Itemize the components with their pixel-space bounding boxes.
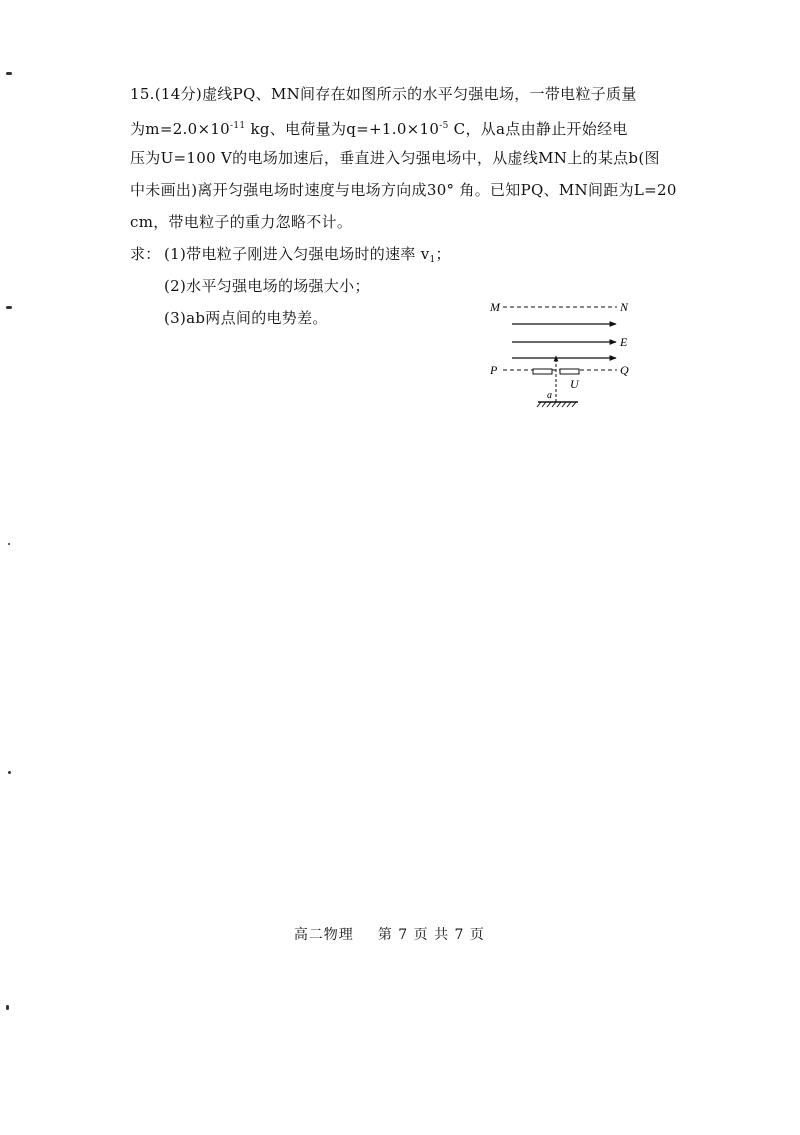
label-M: M: [490, 300, 500, 314]
label-U: U: [570, 377, 579, 391]
problem-line-5: cm，带电粒子的重力忽略不计。: [130, 213, 353, 231]
question-1: [130, 238, 675, 270]
label-a: a: [547, 390, 552, 401]
label-E: E: [620, 335, 628, 349]
charge-text: kg、电荷量为q=+1.0×10: [245, 120, 440, 138]
problem-text-2-end: C，从a点由静止开始经电: [448, 120, 628, 138]
problem-line-1: [130, 78, 675, 110]
problem-line-4: 中未画出)离开匀强电场时速度与电场方向成30° 角。已知PQ、MN间距为L=20: [130, 181, 677, 199]
label-Q: Q: [620, 363, 629, 377]
scan-speck: [6, 1005, 9, 1010]
field-diagram: [486, 294, 636, 412]
scan-speck: [8, 543, 10, 545]
footer-page-number: 第 7 页 共 7 页: [377, 927, 485, 943]
mass-text: 为m=2.0×10: [130, 120, 231, 138]
question-3: (3)ab两点间的电势差。: [164, 309, 328, 327]
problem-text-1: 虚线PQ、MN间存在如图所示的水平匀强电场，一带电粒子质量: [202, 85, 637, 103]
upper-plate-right: [560, 369, 579, 374]
charge-exponent: -5: [439, 121, 449, 131]
question-1-subscript: 1: [429, 255, 436, 265]
problem-number: 15.: [130, 85, 155, 103]
footer-subject: 高二物理: [293, 927, 354, 943]
scan-speck: [8, 771, 11, 774]
label-P: P: [490, 363, 498, 377]
ask-label: 求：: [130, 245, 161, 263]
problem-line-3: 压为U=100 V的电场加速后，垂直进入匀强电场中，从虚线MN上的某点b(图: [130, 149, 660, 167]
mass-exponent: -11: [230, 121, 246, 131]
question-2: (2)水平匀强电场的场强大小；: [164, 277, 370, 295]
label-N: N: [620, 300, 629, 314]
problem-line-2: [130, 110, 675, 142]
problem-points: (14分): [154, 85, 203, 103]
ground-hatch: [537, 402, 576, 407]
upper-plate-left: [533, 369, 552, 374]
question-1-end: ；: [435, 245, 451, 263]
question-1-text: (1)带电粒子刚进入匀强电场时的速率 v: [164, 245, 430, 263]
scan-speck: [6, 306, 12, 309]
scan-speck: [6, 72, 12, 75]
page-footer: [272, 908, 485, 960]
